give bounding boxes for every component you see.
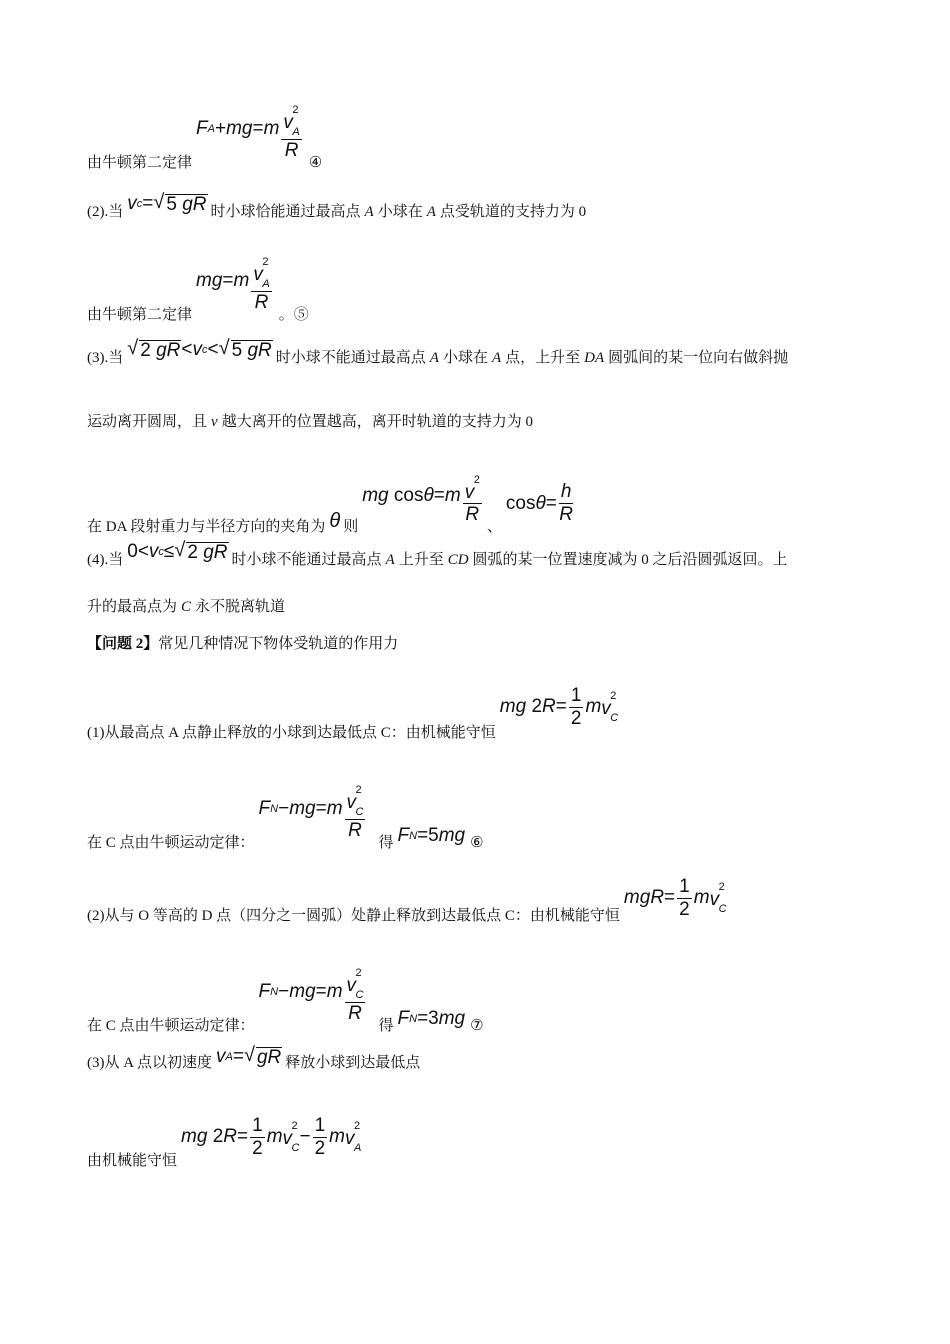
point-label: C bbox=[181, 599, 192, 615]
equation: F N =3 mg bbox=[397, 1007, 466, 1029]
line-initial-velocity bbox=[87, 1044, 877, 1073]
point-label: A bbox=[491, 349, 502, 366]
point-label: A bbox=[385, 551, 395, 568]
text: 由机械能守恒 bbox=[87, 1152, 178, 1169]
point-label: A bbox=[429, 349, 439, 366]
equation: mg cos θ = m 2 v R bbox=[362, 468, 484, 525]
text: (2).当 bbox=[87, 203, 124, 220]
text: 点受轨道的支持力为 0 bbox=[439, 203, 587, 220]
text: 由牛顿第二定律 bbox=[87, 154, 193, 171]
separator: 、 bbox=[486, 518, 502, 535]
equation-number: ④ bbox=[308, 154, 323, 171]
text: 在 C 点由牛顿运动定律： bbox=[87, 834, 255, 851]
line-case-3-cont bbox=[87, 412, 877, 432]
text: 在 DA 段射重力与半径方向的夹角为 bbox=[87, 518, 326, 535]
line-force-1 bbox=[87, 784, 877, 853]
line-case-3 bbox=[87, 337, 877, 368]
equation: √ 2 gR < v c < √ 5 gR bbox=[127, 337, 272, 361]
section-heading-question-2 bbox=[87, 634, 877, 654]
text: 点，上升至 bbox=[505, 349, 581, 366]
text: (3)从 A 点以初速度 bbox=[87, 1054, 212, 1071]
text: (2)从与 O 等高的 D 点（四分之一圆弧）处静止释放到达最低点 C：由机械能守恒 bbox=[87, 907, 620, 924]
text: 得 bbox=[378, 834, 394, 851]
line-case-2 bbox=[87, 191, 877, 222]
equation: 0< v c ≤ √ 2 gR bbox=[127, 539, 228, 563]
text: 在 C 点由牛顿运动定律： bbox=[87, 1017, 255, 1034]
section-description: 常见几种情况下物体受轨道的作用力 bbox=[158, 636, 399, 652]
text: 圆弧间的某一位向右做斜抛 bbox=[608, 349, 789, 366]
text: 时小球不能通过最高点 bbox=[275, 349, 426, 366]
equation: v A = √ gR bbox=[216, 1044, 282, 1068]
line-force-2 bbox=[87, 967, 877, 1036]
line-case-4 bbox=[87, 539, 877, 570]
point-label: A bbox=[426, 203, 436, 220]
text: 小球在 bbox=[377, 203, 423, 220]
line-energy-1 bbox=[87, 685, 877, 743]
arc-label: CD bbox=[447, 551, 469, 568]
equation: F N − mg = m 2 v C R bbox=[259, 778, 368, 841]
equation-number: ⑥ bbox=[470, 834, 484, 851]
text: (4).当 bbox=[87, 551, 124, 568]
equation: mg 2 R = $\frac{1}{2}$ m 2 v C bbox=[499, 685, 619, 729]
text: (1)从最高点 A 点静止释放的小球到达最低点 C：由机械能守恒 bbox=[87, 724, 496, 741]
text: 由牛顿第二定律 bbox=[87, 306, 193, 323]
text: 越大离开的位置越高，离开时轨道的支持力为 0 bbox=[221, 414, 533, 430]
arc-label: DA bbox=[584, 349, 605, 366]
equation: cos θ = $\frac{h}{R}$ bbox=[505, 481, 574, 525]
equation: v c = √ 5 gR bbox=[127, 191, 207, 215]
text: 时小球恰能通过最高点 bbox=[210, 203, 361, 220]
text: 上升至 bbox=[398, 551, 444, 568]
line-newton-1 bbox=[87, 104, 877, 173]
equation-number: ⑦ bbox=[470, 1017, 484, 1034]
equation: F N − mg = m 2 v C R bbox=[259, 961, 368, 1024]
text: 小球在 bbox=[442, 349, 488, 366]
equation: F A + mg = m 2 v A R bbox=[196, 98, 304, 161]
text: 释放小球到达最低点 bbox=[285, 1054, 421, 1071]
text: 升的最高点为 bbox=[87, 599, 178, 615]
text: (3).当 bbox=[87, 349, 124, 366]
velocity-symbol: v bbox=[211, 414, 218, 430]
section-title: 【问题 2】 bbox=[87, 636, 159, 652]
theta-symbol: θ bbox=[329, 509, 341, 532]
equation: mg = m 2 v A R bbox=[196, 250, 274, 313]
line-angle bbox=[87, 474, 877, 537]
equation-number: 。⑤ bbox=[278, 306, 309, 323]
text: 得 bbox=[378, 1017, 394, 1034]
text: 运动离开圆周，且 bbox=[87, 414, 208, 430]
line-case-4-cont bbox=[87, 597, 877, 617]
line-energy-2 bbox=[87, 876, 877, 926]
text: 永不脱离轨道 bbox=[195, 599, 286, 615]
text: 时小球不能通过最高点 bbox=[231, 551, 382, 568]
text: 圆弧的某一位置速度减为 0 之后沿圆弧返回。上 bbox=[472, 551, 788, 568]
equation: mg 2 R = $\frac{1}{2}$ m 2 v C − $\frac{1}{2}$ m 2 v A bbox=[181, 1115, 362, 1159]
point-label: A bbox=[364, 203, 374, 220]
equation: mgR = $\frac{1}{2}$ m 2 v C bbox=[623, 876, 727, 920]
equation: F N =5 mg bbox=[397, 824, 466, 846]
text: 则 bbox=[343, 518, 359, 535]
line-newton-2 bbox=[87, 256, 877, 325]
line-energy-3 bbox=[87, 1115, 877, 1171]
